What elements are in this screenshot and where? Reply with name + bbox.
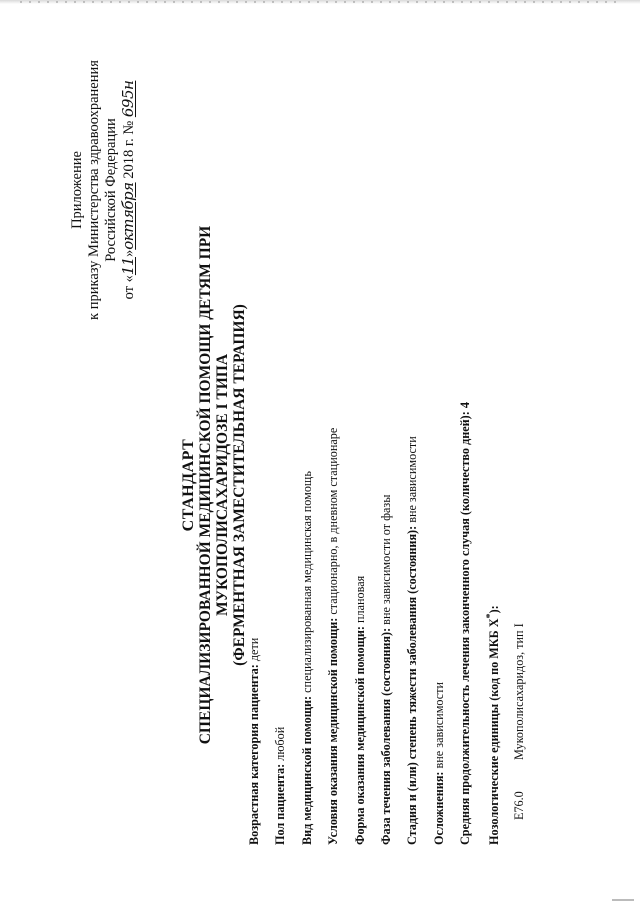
standard-heading (180, 125, 248, 845)
standard-label: СТАНДАРТ (180, 438, 197, 532)
date-quote: » (121, 249, 137, 258)
icd-code: E76.0 (512, 791, 527, 820)
annex-ministry-line: Российской Федерации (103, 118, 119, 262)
scan-noise (20, 1, 620, 3)
order-number-handwritten: 695н (119, 80, 137, 118)
standard-subtitle: (ФЕРМЕНТНАЯ ЗАМЕСТИТЕЛЬНАЯ ТЕРАПИЯ) (231, 304, 248, 666)
annex-block (69, 35, 138, 345)
document-sheet (35, 35, 535, 875)
annex-order-line: к приказу Министерства здравоохранения (86, 60, 102, 320)
date-prefix: от « (121, 275, 137, 300)
field-treatment-duration: Средняя продолжительность лечения законченного случая (количество дней): 4 (458, 402, 473, 845)
field-care-form: Форма оказания медицинской помощи: плановая (352, 575, 367, 845)
date-year: 2018 г. № (121, 120, 137, 179)
standard-title: СПЕЦИАЛИЗИРОВАННОЙ МЕДИЦИНСКОЙ ПОМОЩИ ДЕТЯМ ПРИ МУКОПОЛИСАХАРИДОЗЕ I ТИПА (197, 225, 231, 745)
date-month-handwritten: октября (119, 182, 137, 250)
icd-entry (512, 45, 526, 820)
field-sex: Пол пациента: любой (273, 726, 288, 845)
icd-name: Мукополисахаридоз, тип I (512, 623, 527, 760)
standard-fields (247, 45, 526, 845)
field-care-conditions: Условия оказания медицинской помощи: стационарно, в дневном стационаре (326, 427, 341, 845)
annex-title: Приложение (69, 151, 85, 229)
field-disease-stage: Стадия и (или) степень тяжести заболевания (состояния): вне зависимости (405, 436, 420, 845)
field-complications: Осложнения: вне зависимости (431, 681, 446, 845)
field-age-category: Возрастная категория пациента: дети (247, 637, 261, 845)
scan-mark (612, 899, 634, 901)
field-nosological-units: Нозологические единицы (код по МКБ X*): (484, 605, 501, 845)
field-care-type: Вид медицинской помощи: специализированная медицинская помощь (299, 471, 314, 845)
annex-date-line (120, 35, 138, 345)
date-day-handwritten: 11 (119, 257, 137, 276)
field-disease-phase: Фаза течения заболевания (состояния): вне зависимости от фазы (378, 494, 393, 845)
